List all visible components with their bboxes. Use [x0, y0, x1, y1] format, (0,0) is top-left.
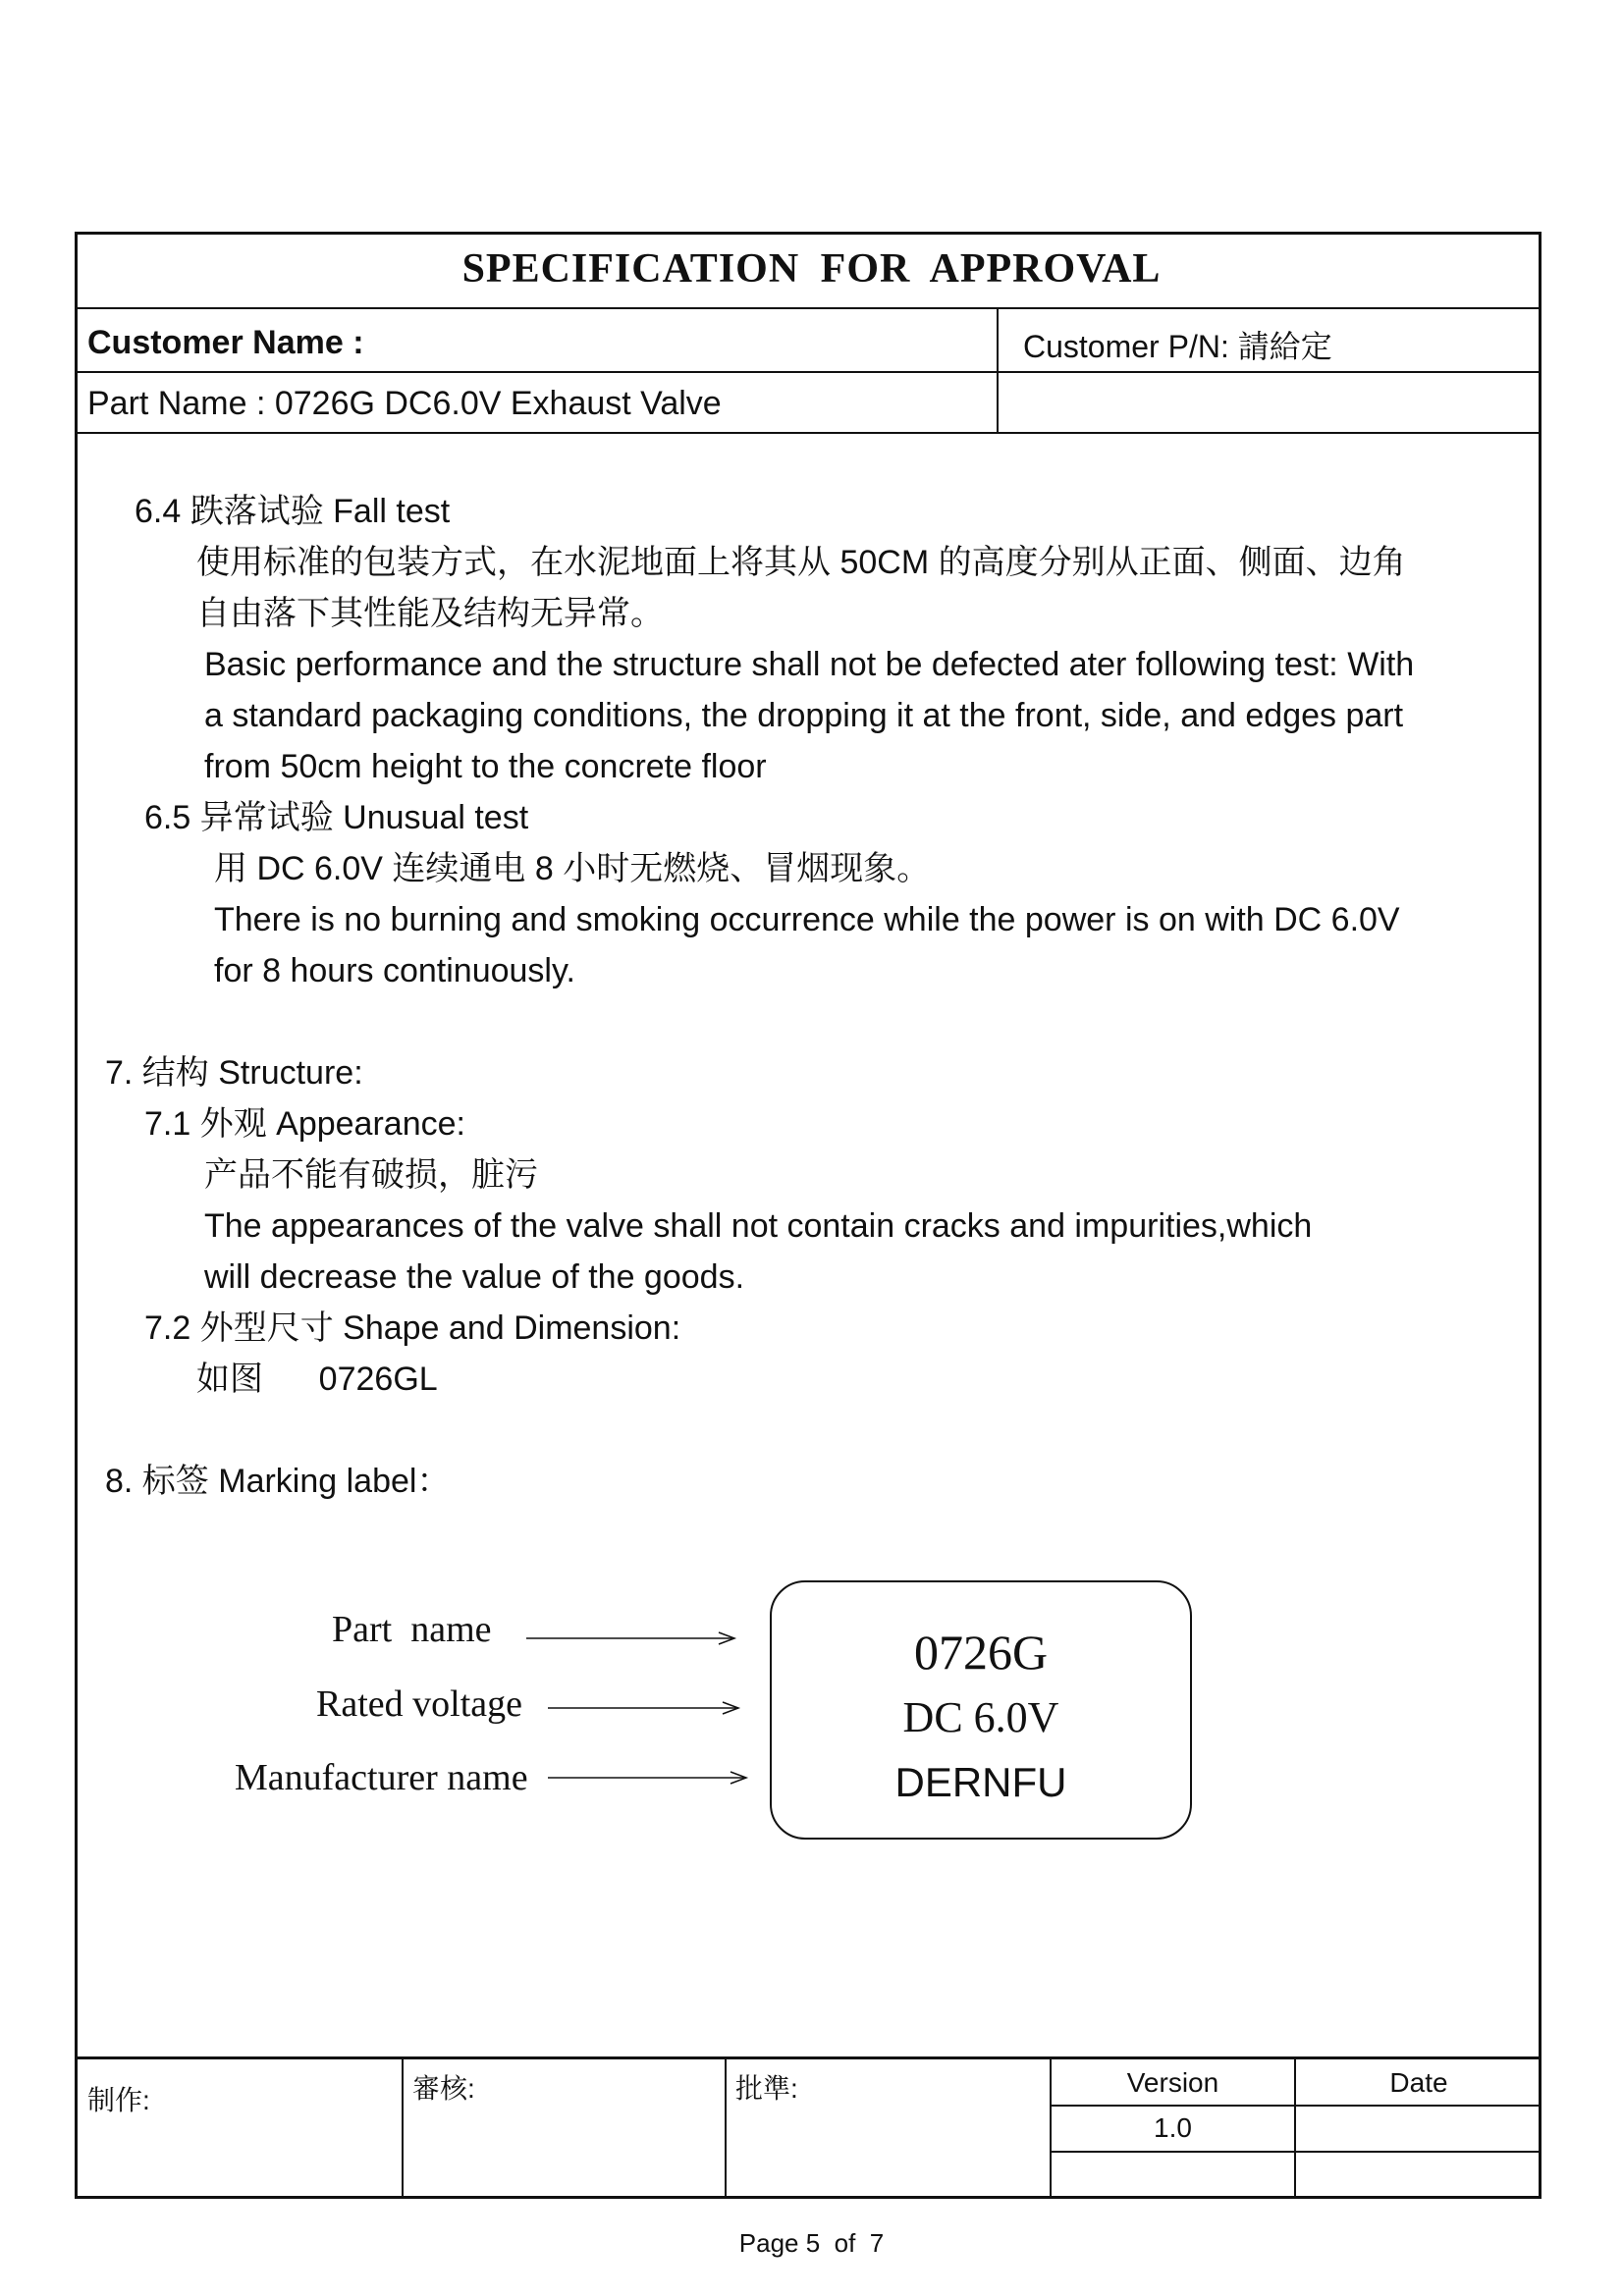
- section-7-1-heading: 7.1 外观 Appearance:: [144, 1105, 465, 1143]
- callout-part-name: Part name: [332, 1609, 492, 1650]
- section-7-1-en-line: will decrease the value of the goods.: [204, 1258, 745, 1296]
- section-6-4-en-line: Basic performance and the structure shall not be defected ater following test: With: [204, 646, 1415, 683]
- header-divider: [75, 371, 1542, 373]
- section-7-1-cn-line: 产品不能有破损，脏污: [204, 1156, 538, 1194]
- reviewed-label: 審核:: [412, 2073, 475, 2104]
- section-6-4-en-line: a standard packaging conditions, the dropping it at the front, side, and edges part: [204, 697, 1404, 734]
- section-6-5-en-line: for 8 hours continuously.: [214, 952, 575, 989]
- section-8-heading: 8. 标签 Marking label：: [105, 1463, 451, 1500]
- callout-manufacturer: Manufacturer name: [235, 1757, 528, 1798]
- marking-label-box: [770, 1580, 1192, 1840]
- section-6-5-cn-line: 用 DC 6.0V 连续通电 8 小时无燃烧、冒烟现象。: [214, 850, 931, 887]
- document-title: SPECIFICATION FOR APPROVAL: [461, 246, 1162, 292]
- customer-pn: Customer P/N: 請給定: [1023, 329, 1332, 364]
- header-divider: [75, 432, 1542, 434]
- footer-column-divider: [402, 2057, 404, 2198]
- header-divider: [75, 307, 1542, 309]
- section-6-5-heading: 6.5 异常试验 Unusual test: [144, 799, 529, 836]
- made-by-label: 制作:: [87, 2085, 150, 2115]
- footer-row-divider: [1050, 2151, 1542, 2153]
- label-manufacturer: DERNFU: [894, 1759, 1067, 1805]
- footer-row-divider: [1050, 2105, 1542, 2107]
- header-column-divider: [997, 307, 999, 432]
- callout-rated-voltage: Rated voltage: [316, 1683, 522, 1725]
- section-6-4-heading: 6.4 跌落试验 Fall test: [135, 493, 451, 530]
- section-6-4-en-line: from 50cm height to the concrete floor: [204, 748, 767, 785]
- date-label: Date: [1389, 2067, 1448, 2098]
- customer-name-label: Customer Name :: [87, 324, 364, 361]
- section-6-4-cn-line: 使用标准的包装方式，在水泥地面上将其从 50CM 的高度分别从正面、侧面、边角: [196, 544, 1406, 581]
- section-7-1-en-line: The appearances of the valve shall not contain cracks and impurities,which: [204, 1207, 1313, 1245]
- section-7-heading: 7. 结构 Structure:: [105, 1054, 363, 1092]
- version-value: 1.0: [1154, 2112, 1192, 2143]
- label-voltage: DC 6.0V: [902, 1693, 1059, 1741]
- footer-column-divider: [725, 2057, 727, 2198]
- section-7-2-reference: 如图 0726GL: [196, 1361, 438, 1398]
- section-6-4-cn-line: 自由落下其性能及结构无异常。: [196, 595, 664, 632]
- footer-top-border: [75, 2056, 1542, 2059]
- page-number: Page 5 of 7: [738, 2228, 885, 2258]
- version-label: Version: [1126, 2067, 1219, 2098]
- section-6-5-en-line: There is no burning and smoking occurrence while the power is on with DC 6.0V: [214, 901, 1400, 938]
- label-part-number: 0726G: [913, 1625, 1049, 1680]
- section-7-2-heading: 7.2 外型尺寸 Shape and Dimension:: [144, 1309, 681, 1347]
- part-name: Part Name : 0726G DC6.0V Exhaust Valve: [87, 385, 722, 422]
- approved-label: 批準:: [735, 2073, 798, 2104]
